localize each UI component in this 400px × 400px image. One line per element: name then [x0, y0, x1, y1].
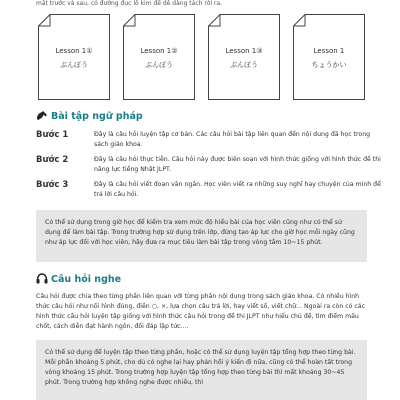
sheet-lesson: Lesson 1② — [140, 47, 178, 55]
sheet-type: ぶんぽう — [60, 61, 88, 69]
sheet-lesson: Lesson 1③ — [225, 47, 263, 55]
sheet-lesson: Lesson 1① — [55, 47, 93, 55]
listening-description: Câu hỏi được chia theo từng phần liên quan với từng phần nội dung trong sách giáo khoa. Có nhiều hình thức câu hỏi như nối hình đúng, điền ○, ×, lựa chọn câu trả lời, hay viết số, viết chữ... Ngoài ra còn có các hình thức câu hỏi luyện tập giống với hình thức câu hỏi trong đề thi JLPT như hiểu chủ đề, tìm điểm mấu chốt, cách diễn đạt hành ngôn, đối đáp lập tức.... — [36, 293, 365, 330]
grammar-step-3 — [36, 180, 381, 202]
practice-sheet-card — [123, 14, 195, 100]
grammar-section-heading — [36, 110, 143, 124]
practice-sheet-card — [208, 14, 280, 100]
sheet-lesson: Lesson 1 — [313, 47, 345, 55]
practice-sheet-card — [38, 14, 110, 100]
sheet-type: ちょうかい — [311, 61, 347, 69]
sheet-outline-icon — [208, 14, 280, 100]
intro-line: mặt trước và sau, có đường đục lỗ kim để dễ dàng tách rời ra. — [36, 0, 223, 7]
headphones-icon — [36, 273, 48, 287]
grammar-step-1 — [36, 130, 376, 152]
listening-section-title: Câu hỏi nghe — [51, 274, 122, 285]
step-label: Bước 1 — [36, 130, 69, 140]
grammar-usage-note: Có thể sử dụng trong giờ học để kiểm tra xem mức độ hiểu bài của học viên cũng như có thể sử dụng để làm bài tập. Trong trường hợp sử dụng trên lớp, đừng tạo áp lực cho giờ học mỗi ngày cũng như áp lực đối với học viên, hãy đưa ra mục tiêu làm bài tập trong vòng tầm 10~15 phút. — [36, 210, 367, 262]
sheet-outline-icon — [123, 14, 195, 100]
practice-sheet-card — [293, 14, 365, 100]
sheet-type: ぶんぽう — [145, 61, 173, 69]
listening-section-heading — [36, 273, 121, 287]
step-text: Đây là câu hỏi viết đoạn văn ngắn. Học viên viết ra những suy nghĩ hay chuyện của mình để trả lời câu hỏi. — [94, 181, 381, 198]
pencil-hand-icon — [36, 110, 48, 124]
step-text: Đây là câu hỏi thực tiễn. Câu hỏi này được biên soạn với hình thức giống với hình thức đề thi năng lực tiếng Nhật JLPT. — [94, 156, 381, 173]
step-text: Đây là câu hỏi luyện tập cơ bản. Các câu hỏi bài tập liên quan đến nội dung đã học trong sách giáo khoa. — [94, 131, 371, 148]
step-label: Bước 3 — [36, 180, 69, 190]
sheet-outline-icon — [293, 14, 365, 100]
grammar-step-2 — [36, 155, 381, 177]
sheet-type: ぶんぽう — [230, 61, 258, 69]
listening-usage-note: Có thể sử dụng để luyện tập theo từng phần, hoặc có thể sử dụng luyện tập tổng hợp theo từng bài. Mỗi phần khoảng 5 phút, cho dù có nghe lại hay phản hồi ý kiến đi nữa, cũng có thể hoàn tất trong vòng khoảng 15 phút. Trong trường hợp luyện tập tổng hợp theo từng bài thì mất khoảng 30~45 phút. Trong trường hợp không nghe được nhiều, thì — [36, 340, 367, 400]
step-label: Bước 2 — [36, 155, 69, 165]
sheet-outline-icon — [38, 14, 110, 100]
grammar-section-title: Bài tập ngữ pháp — [51, 111, 143, 122]
